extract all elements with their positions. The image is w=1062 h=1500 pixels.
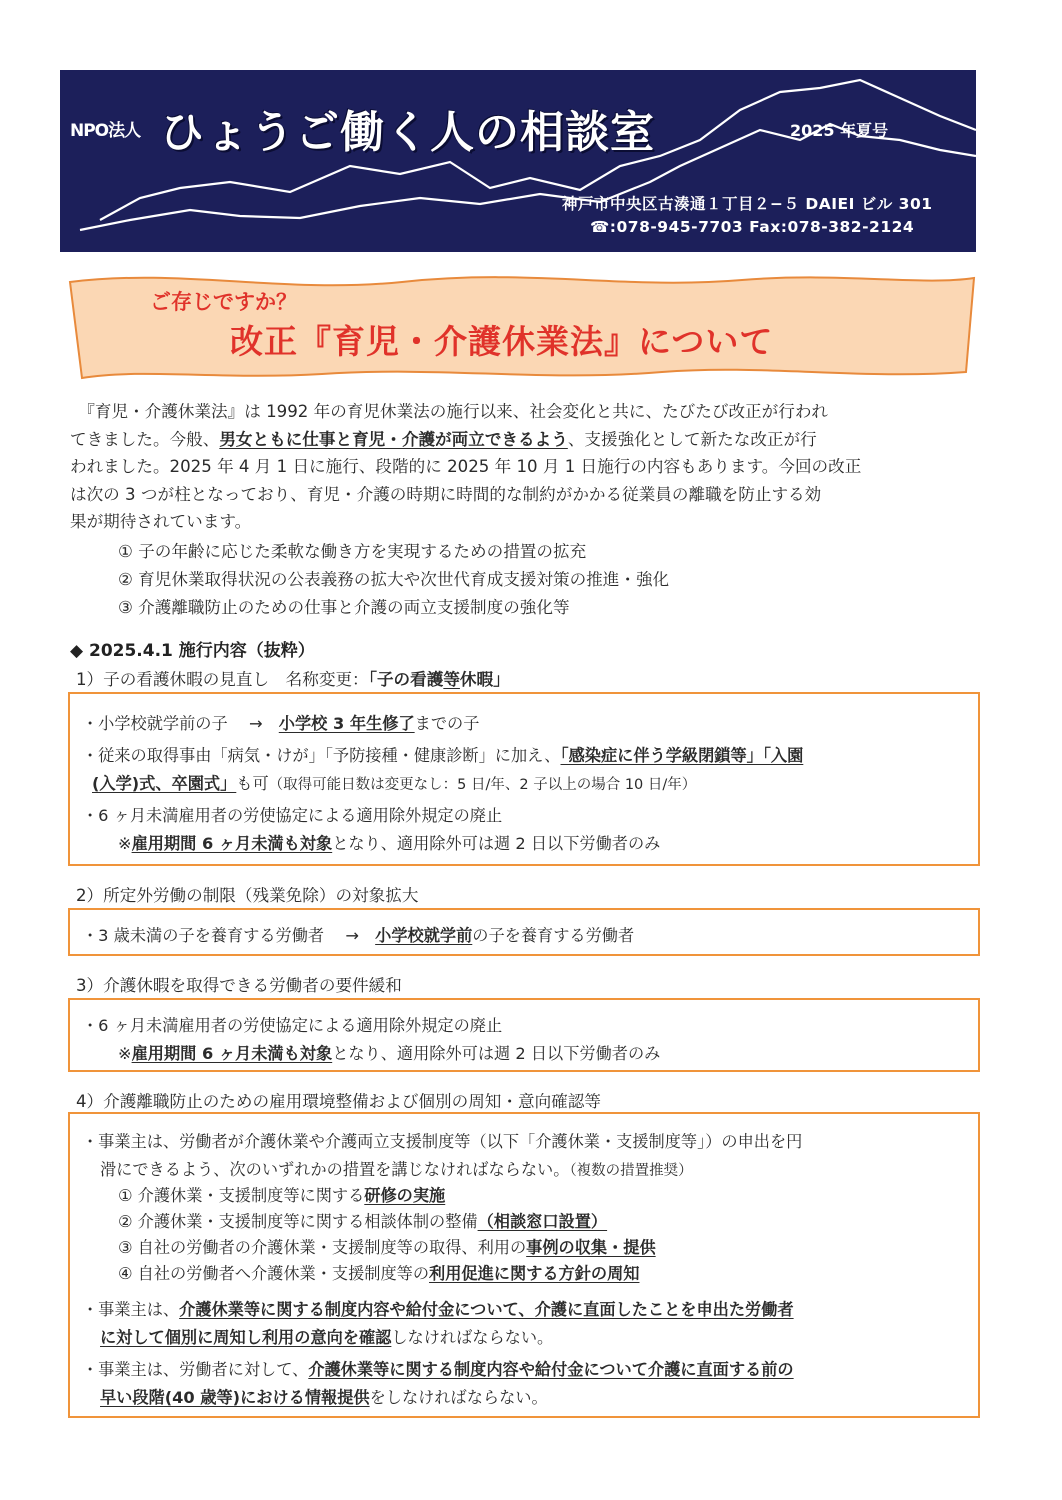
- s4-measure: ③ 自社の労働者の介護休業・支援制度等の取得、利用の事例の収集・提供: [118, 1238, 656, 1257]
- title-main: 改正『育児・介護休業法』について: [230, 322, 774, 361]
- pillar-item: ③ 介護離職防止のための仕事と介護の両立支援制度の強化等: [118, 598, 570, 617]
- intro-line: 『育児・介護休業法』は 1992 年の育児休業法の施行以来、社会変化と共に、たびたび改正が行われ: [86, 402, 829, 421]
- s3-line: ※雇用期間 6 ヶ月未満も対象となり、適用除外可は週 2 日以下労働者のみ: [118, 1044, 661, 1063]
- s4-line: ・事業主は、労働者が介護休業や介護両立支援制度等（以下「介護休業・支援制度等」）の申出を円: [82, 1132, 803, 1151]
- pillar-item: ① 子の年齢に応じた柔軟な働き方を実現するための措置の拡充: [118, 542, 587, 561]
- s1-line: ・従来の取得事由「病気・けが」「予防接種・健康診断」に加え、「感染症に伴う学級閉鎖等」「入園: [82, 746, 804, 765]
- org-prefix: NPO法人: [70, 121, 141, 141]
- s4-heading: 4）介護離職防止のための雇用環境整備および個別の周知・意向確認等: [76, 1092, 601, 1111]
- intro-paragraph: [70, 398, 982, 536]
- title-sub: ご存じですか？: [150, 290, 297, 314]
- s2-line: ・3 歳未満の子を養育する労働者 → 小学校就学前の子を養育する労働者: [82, 926, 635, 945]
- s1-heading: 1）子の看護休暇の見直し 名称変更：「子の看護等休暇」: [76, 670, 510, 689]
- s4-line: ・事業主は、介護休業等に関する制度内容や給付金について、介護に直面したことを申出た労働者: [82, 1300, 794, 1319]
- phone-fax: ☎:078-945-7703 Fax:078-382-2124: [590, 218, 915, 236]
- intro-line: われました。2025 年 4 月 1 日に施行、段階的に 2025 年 10 月 1 日施行の内容もあります。今回の改正: [70, 457, 862, 476]
- s4-line: ・事業主は、労働者に対して、介護休業等に関する制度内容や給付金について介護に直面する前の: [82, 1360, 794, 1379]
- address: 神戸市中央区古湊通１丁目２−５ DAIEI ビル 301: [562, 195, 933, 213]
- s4-line: 早い段階(40 歳等)における情報提供をしなければならない。: [100, 1388, 548, 1407]
- issue-label: 2025 年夏号: [790, 121, 889, 140]
- s1-line: ・小学校就学前の子 → 小学校 3 年生修了までの子: [82, 714, 480, 733]
- section-title: ◆ 2025.4.1 施行内容（抜粋）: [70, 641, 315, 661]
- header-banner: [60, 70, 976, 252]
- s4-line: 滑にできるよう、次のいずれかの措置を講じなければならない。（複数の措置推奨）: [100, 1160, 693, 1179]
- s4-measure: ④ 自社の労働者へ介護休業・支援制度等の利用促進に関する方針の周知: [118, 1264, 640, 1283]
- pillar-item: ② 育児休業取得状況の公表義務の拡大や次世代育成支援対策の推進・強化: [118, 570, 670, 589]
- intro-line: は次の 3 つが柱となっており、育児・介護の時期に時間的な制約がかかる従業員の離職を防止する効: [70, 484, 822, 504]
- s1-line: ・6 ヶ月未満雇用者の労使協定による適用除外規定の廃止: [82, 806, 503, 825]
- org-name: ひょうご働く人の相談室: [160, 107, 655, 158]
- s4-measure: ② 介護休業・支援制度等に関する相談体制の整備（相談窓口設置）: [118, 1212, 608, 1231]
- highlight: 男女ともに仕事と育児・介護が両立できるよう: [219, 429, 568, 449]
- s4-line: に対して個別に周知し利用の意向を確認しなければならない。: [100, 1328, 554, 1347]
- s2-heading: 2）所定外労働の制限（残業免除）の対象拡大: [76, 886, 419, 905]
- intro-line: てきました。今般、男女ともに仕事と育児・介護が両立できるよう、支援強化として新たな改正が行: [70, 429, 817, 449]
- s4-measure: ① 介護休業・支援制度等に関する研修の実施: [118, 1186, 446, 1205]
- s1-line: ※雇用期間 6 ヶ月未満も対象となり、適用除外可は週 2 日以下労働者のみ: [118, 834, 661, 853]
- s3-line: ・6 ヶ月未満雇用者の労使協定による適用除外規定の廃止: [82, 1016, 503, 1035]
- s3-heading: 3）介護休暇を取得できる労働者の要件緩和: [76, 976, 402, 995]
- s1-line: (入学)式、卒園式」も可（取得可能日数は変更なし：5 日/年、2 子以上の場合 10 日/年）: [92, 774, 697, 793]
- intro-line: 果が期待されています。: [70, 512, 252, 531]
